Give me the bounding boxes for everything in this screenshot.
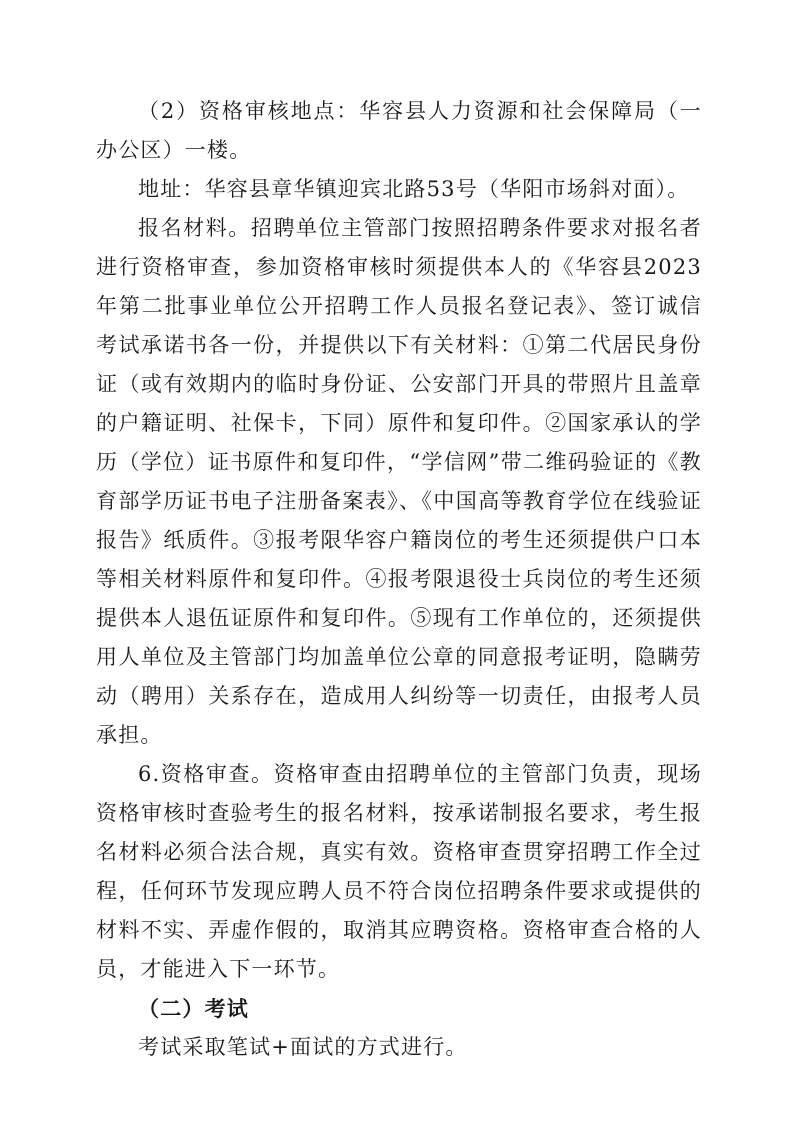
paragraph-qualification-review: 6.资格审查。资格审查由招聘单位的主管部门负责，现场资格审核时查验考生的报名材料，按承诺制报名要求，考生报名材料必须合法合规，真实有效。资格审查贯穿招聘工作全过程，任何环节发现应聘人员不符合岗位招聘条件要求或提供的材料不实、弄虚作假的，取消其应聘资格。资格审查合格的人员，才能进入下一环节。 — [96, 762, 702, 981]
paragraph-review-location: （2）资格审核地点：华容县人力资源和社会保障局（一办公区）一楼。 — [96, 99, 702, 162]
paragraph-exam-method: 考试采取笔试+面试的方式进行。 — [138, 1035, 468, 1059]
document-body — [96, 92, 702, 1067]
section-heading-exam: （二）考试 — [138, 996, 249, 1021]
paragraph-address: 地址：华容县章华镇迎宾北路53号（华阳市场斜对面）。 — [138, 177, 690, 201]
paragraph-registration-materials: 报名材料。招聘单位主管部门按照招聘条件要求对报名者进行资格审查，参加资格审核时须提供本人的《华容县2023年第二批事业单位公开招聘工作人员报名登记表》、签订诚信考试承诺书各一份，并提供以下有关材料：①第二代居民身份证（或有效期内的临时身份证、公安部门开具的带照片且盖章的户籍证明、社保卡，下同）原件和复印件。②国家承认的学历（学位）证书原件和复印件，“学信网”带二维码验证的《教育部学历证书电子注册备案表》、《中国高等教育学位在线验证报告》纸质件。③报考限华容户籍岗位的考生还须提供户口本等相关材料原件和复印件。④报考限退役士兵岗位的考生还须提供本人退伍证原件和复印件。⑤现有工作单位的，还须提供用人单位及主管部门均加盖单位公章的同意报考证明，隐瞒劳动（聘用）关系存在，造成用人纠纷等一切责任，由报考人员承担。 — [96, 216, 702, 747]
